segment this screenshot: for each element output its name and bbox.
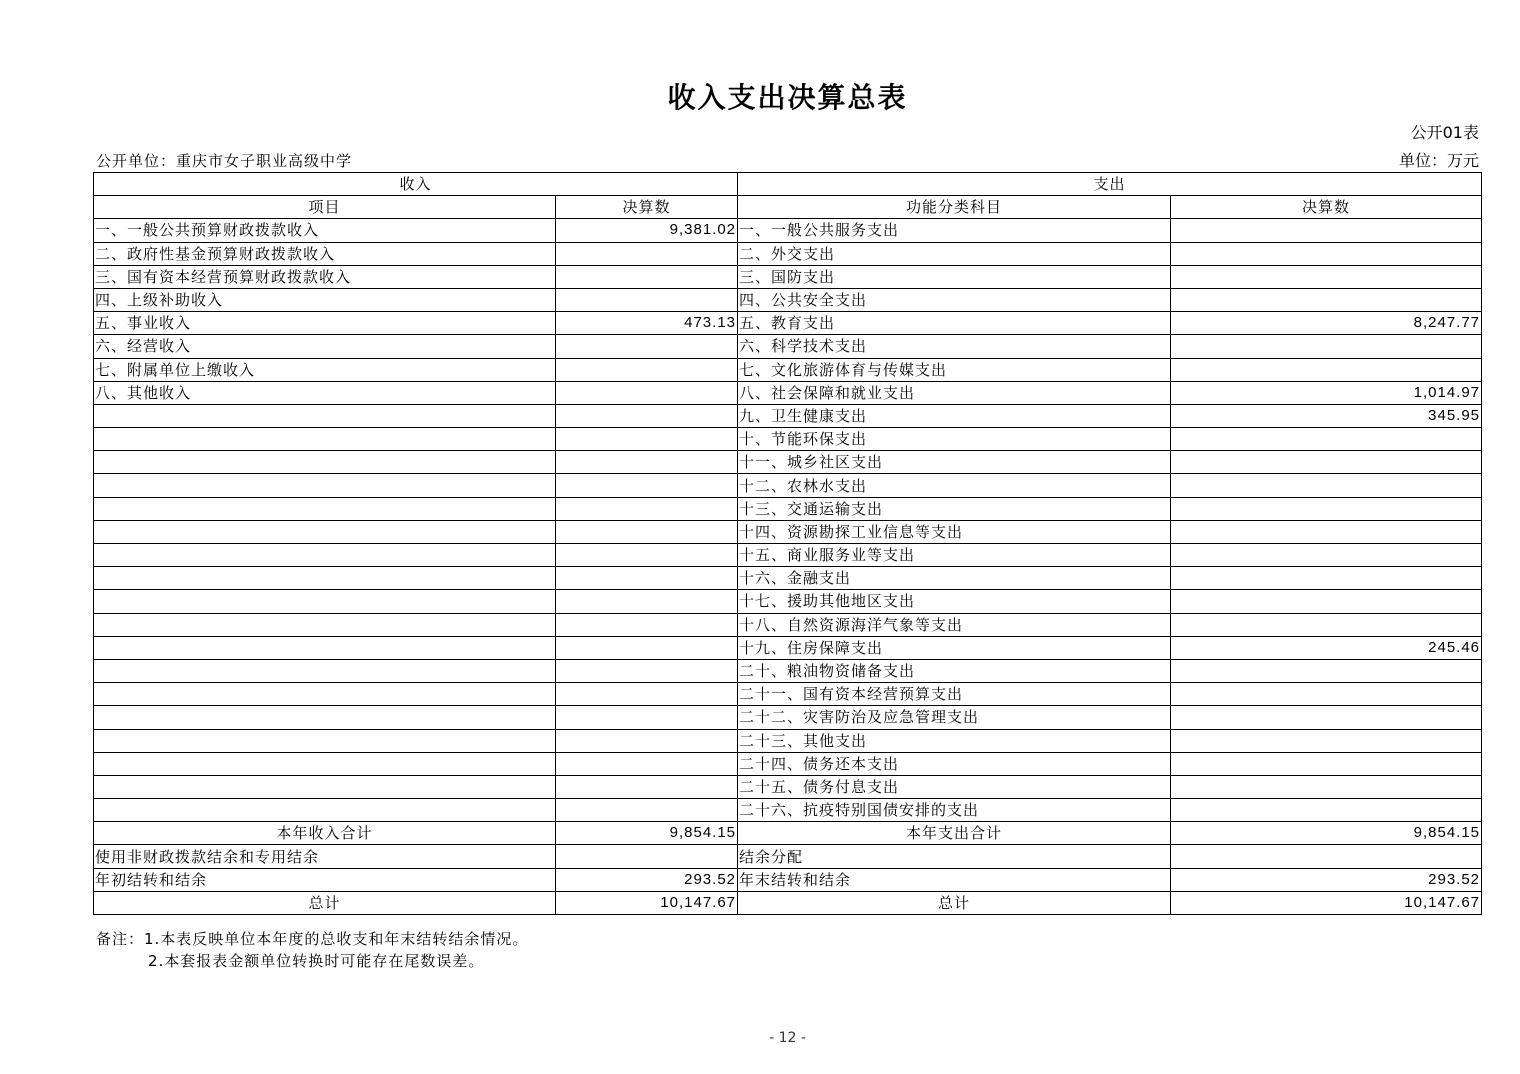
income-amount: [556, 544, 738, 567]
income-item: 七、附属单位上缴收入: [94, 358, 556, 381]
expense-amount: [1171, 613, 1482, 636]
income-amount: [556, 659, 738, 682]
non-fiscal-balance-amount: [556, 845, 738, 868]
table-row: [94, 683, 1482, 706]
table-row: [94, 404, 1482, 427]
expense-item: 八、社会保障和就业支出: [738, 381, 1171, 404]
expense-amount: [1171, 683, 1482, 706]
table-row: [94, 451, 1482, 474]
income-amount: [556, 335, 738, 358]
income-item: [94, 451, 556, 474]
balance-distribution-label: 结余分配: [738, 845, 1171, 868]
table-row: [94, 312, 1482, 335]
balance-distribution-amount: [1171, 845, 1482, 868]
expense-item: 二十六、抗疫特别国债安排的支出: [738, 799, 1171, 822]
function-category-header: 功能分类科目: [738, 196, 1171, 219]
expense-item: 十一、城乡社区支出: [738, 451, 1171, 474]
income-item: [94, 520, 556, 543]
income-amount: [556, 729, 738, 752]
form-number: 公开01表: [1410, 123, 1479, 142]
income-item: 五、事业收入: [94, 312, 556, 335]
table-row: [94, 497, 1482, 520]
expense-header: 支出: [738, 173, 1482, 196]
income-item: [94, 474, 556, 497]
organization-label: 公开单位：重庆市女子职业高级中学: [96, 152, 353, 170]
expense-amount: [1171, 219, 1482, 242]
income-amount: [556, 520, 738, 543]
income-item: [94, 659, 556, 682]
expense-amount: 345.95: [1171, 404, 1482, 427]
expense-item: 二、外交支出: [738, 242, 1171, 265]
income-item: [94, 497, 556, 520]
table-row: [94, 358, 1482, 381]
income-amount: [556, 590, 738, 613]
expense-item: 十五、商业服务业等支出: [738, 544, 1171, 567]
expense-amount: [1171, 474, 1482, 497]
income-amount-header: 决算数: [556, 196, 738, 219]
expense-amount: [1171, 497, 1482, 520]
expense-amount: [1171, 428, 1482, 451]
table-row: [94, 706, 1482, 729]
expense-item: 三、国防支出: [738, 265, 1171, 288]
expense-item: 十三、交通运输支出: [738, 497, 1171, 520]
expense-amount: 1,014.97: [1171, 381, 1482, 404]
header-row-1: [94, 173, 1482, 196]
grand-total-income-amount: 10,147.67: [556, 891, 738, 914]
opening-carryover-label: 年初结转和结余: [94, 868, 556, 891]
income-item: 六、经营收入: [94, 335, 556, 358]
table-row: [94, 544, 1482, 567]
income-amount: [556, 636, 738, 659]
expense-amount: [1171, 752, 1482, 775]
income-item: [94, 752, 556, 775]
unit-label: 单位：万元: [1398, 151, 1479, 170]
income-amount: [556, 242, 738, 265]
income-amount: [556, 706, 738, 729]
income-amount: [556, 752, 738, 775]
expense-amount: [1171, 567, 1482, 590]
expense-amount: [1171, 729, 1482, 752]
income-amount: [556, 613, 738, 636]
table-row: [94, 590, 1482, 613]
expense-item: 十八、自然资源海洋气象等支出: [738, 613, 1171, 636]
header-row-2: [94, 196, 1482, 219]
expense-item: 二十一、国有资本经营预算支出: [738, 683, 1171, 706]
table-row: [94, 381, 1482, 404]
expense-amount: 8,247.77: [1171, 312, 1482, 335]
table-row: [94, 335, 1482, 358]
income-item: [94, 706, 556, 729]
income-amount: [556, 451, 738, 474]
income-item: 八、其他收入: [94, 381, 556, 404]
expense-item: 九、卫生健康支出: [738, 404, 1171, 427]
table-row: [94, 265, 1482, 288]
income-amount: 473.13: [556, 312, 738, 335]
expense-item: 四、公共安全支出: [738, 288, 1171, 311]
expense-total-amount: 9,854.15: [1171, 822, 1482, 845]
income-amount: [556, 474, 738, 497]
expense-item: 十六、金融支出: [738, 567, 1171, 590]
expense-item: 一、一般公共服务支出: [738, 219, 1171, 242]
grand-total-expense-amount: 10,147.67: [1171, 891, 1482, 914]
table-row: [94, 613, 1482, 636]
expense-item: 七、文化旅游体育与传媒支出: [738, 358, 1171, 381]
expense-item: 二十五、债务付息支出: [738, 775, 1171, 798]
expense-item: 十七、援助其他地区支出: [738, 590, 1171, 613]
grand-total-income-label: 总计: [94, 891, 556, 914]
expense-amount: [1171, 544, 1482, 567]
expense-item: 六、科学技术支出: [738, 335, 1171, 358]
income-item: [94, 613, 556, 636]
expense-item: 十二、农林水支出: [738, 474, 1171, 497]
expense-amount: [1171, 242, 1482, 265]
expense-item: 五、教育支出: [738, 312, 1171, 335]
annual-total-row: [94, 822, 1482, 845]
table-row: [94, 799, 1482, 822]
income-item: [94, 729, 556, 752]
income-item: [94, 799, 556, 822]
item-header: 项目: [94, 196, 556, 219]
table-row: [94, 775, 1482, 798]
page-title: 收入支出决算总表: [667, 81, 908, 114]
income-item: 一、一般公共预算财政拨款收入: [94, 219, 556, 242]
page-number: - 12 -: [769, 1030, 806, 1046]
income-total-amount: 9,854.15: [556, 822, 738, 845]
income-amount: 9,381.02: [556, 219, 738, 242]
closing-carryover-amount: 293.52: [1171, 868, 1482, 891]
data-rows: [94, 219, 1482, 822]
grand-total-row: [94, 891, 1482, 914]
income-amount: [556, 775, 738, 798]
expense-item: 二十四、债务还本支出: [738, 752, 1171, 775]
income-amount: [556, 288, 738, 311]
income-amount: [556, 404, 738, 427]
expense-amount: [1171, 706, 1482, 729]
non-fiscal-balance-label: 使用非财政拨款结余和专用结余: [94, 845, 556, 868]
income-header: 收入: [94, 173, 738, 196]
table-row: [94, 288, 1482, 311]
balance-row: [94, 845, 1482, 868]
income-amount: [556, 358, 738, 381]
income-item: [94, 544, 556, 567]
table-row: [94, 659, 1482, 682]
income-item: 三、国有资本经营预算财政拨款收入: [94, 265, 556, 288]
income-amount: [556, 428, 738, 451]
expense-amount: [1171, 659, 1482, 682]
income-item: [94, 683, 556, 706]
income-amount: [556, 799, 738, 822]
expense-amount-header: 决算数: [1171, 196, 1482, 219]
table-row: [94, 752, 1482, 775]
expense-item: 十四、资源勘探工业信息等支出: [738, 520, 1171, 543]
income-item: [94, 636, 556, 659]
income-item: [94, 775, 556, 798]
expense-item: 十九、住房保障支出: [738, 636, 1171, 659]
carryover-row: [94, 868, 1482, 891]
income-expense-table: [93, 172, 1482, 915]
income-amount: [556, 265, 738, 288]
note-2: 2.本套报表金额单位转换时可能存在尾数误差。: [148, 952, 485, 970]
table-row: [94, 636, 1482, 659]
table-row: [94, 729, 1482, 752]
opening-carryover-amount: 293.52: [556, 868, 738, 891]
expense-amount: 245.46: [1171, 636, 1482, 659]
expense-amount: [1171, 520, 1482, 543]
income-item: [94, 590, 556, 613]
expense-amount: [1171, 335, 1482, 358]
income-total-label: 本年收入合计: [94, 822, 556, 845]
grand-total-expense-label: 总计: [738, 891, 1171, 914]
income-item: 二、政府性基金预算财政拨款收入: [94, 242, 556, 265]
income-amount: [556, 567, 738, 590]
expense-amount: [1171, 799, 1482, 822]
expense-amount: [1171, 451, 1482, 474]
expense-amount: [1171, 288, 1482, 311]
closing-carryover-label: 年末结转和结余: [738, 868, 1171, 891]
expense-item: 二十二、灾害防治及应急管理支出: [738, 706, 1171, 729]
expense-total-label: 本年支出合计: [738, 822, 1171, 845]
income-item: [94, 404, 556, 427]
table-row: [94, 520, 1482, 543]
notes: [96, 928, 528, 972]
income-amount: [556, 683, 738, 706]
income-item: [94, 428, 556, 451]
expense-amount: [1171, 265, 1482, 288]
table-row: [94, 242, 1482, 265]
expense-item: 二十、粮油物资储备支出: [738, 659, 1171, 682]
expense-item: 二十三、其他支出: [738, 729, 1171, 752]
income-item: [94, 567, 556, 590]
income-amount: [556, 381, 738, 404]
expense-amount: [1171, 358, 1482, 381]
table-row: [94, 219, 1482, 242]
income-item: 四、上级补助收入: [94, 288, 556, 311]
table-row: [94, 474, 1482, 497]
expense-amount: [1171, 775, 1482, 798]
expense-item: 十、节能环保支出: [738, 428, 1171, 451]
expense-amount: [1171, 590, 1482, 613]
income-amount: [556, 497, 738, 520]
table-row: [94, 567, 1482, 590]
note-1: 备注：1.本表反映单位本年度的总收支和年末结转结余情况。: [96, 930, 529, 948]
table-row: [94, 428, 1482, 451]
